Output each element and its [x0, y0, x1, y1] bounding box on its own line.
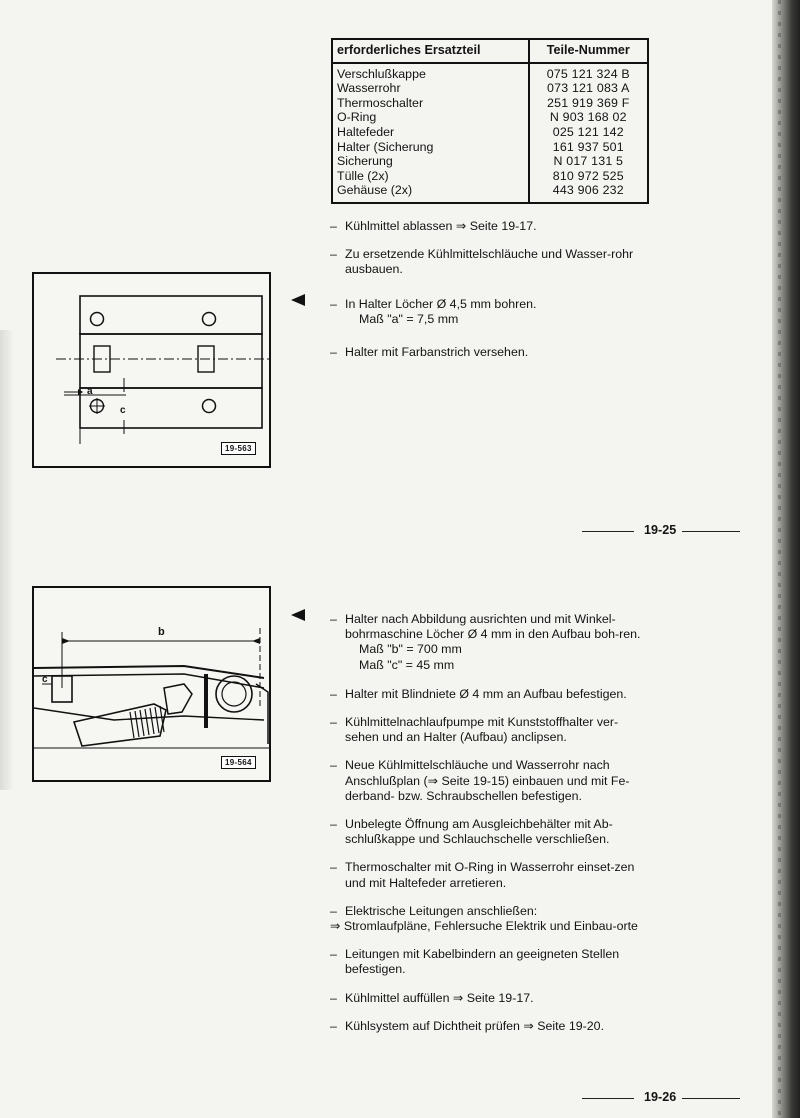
- dimension-b: Maß "b" = 700 mm: [359, 642, 462, 657]
- step-text: Kühlmittelnachlaufpumpe mit Kunststoffhalter ver-sehen und an Halter (Aufbau) anclipsen.: [345, 715, 619, 745]
- part-number: 075 121 324 B: [529, 63, 648, 82]
- step-drill-holes: [330, 297, 650, 327]
- step-text: Kühlmittel ablassen ⇒ Seite 19-17.: [345, 219, 537, 233]
- step-text: Kühlmittel auffüllen ⇒ Seite 19-17.: [345, 990, 534, 1005]
- dash: –: [330, 817, 337, 832]
- electrical-reference: [330, 919, 650, 934]
- bracket-drawing: [34, 274, 269, 466]
- section2-steps: [330, 612, 650, 1047]
- part-number: 025 121 142: [529, 125, 648, 140]
- header-number: Teile-Nummer: [529, 39, 648, 63]
- step-text: Halter nach Abbildung ausrichten und mit Winkel-bohrmaschine Löcher Ø 4 mm in den Aufbau boh-ren.: [345, 612, 641, 642]
- step-text: Thermoschalter mit O-Ring in Wasserrohr einset-zen und mit Haltefeder arretieren.: [345, 860, 635, 890]
- step-refill: [330, 991, 650, 1006]
- step-text: Kühlsystem auf Dichtheit prüfen ⇒ Seite 19-20.: [345, 1018, 605, 1033]
- part-name: Sicherung: [337, 154, 393, 169]
- dimension-c: Maß "c" = 45 mm: [359, 657, 455, 672]
- page-number: 19-26: [644, 1090, 677, 1104]
- part-name: Tülle (2x): [337, 168, 389, 183]
- step-text: Halter mit Blindniete Ø 4 mm an Aufbau befestigen.: [345, 686, 627, 701]
- step-text: In Halter Löcher Ø 4,5 mm bohren.: [345, 296, 537, 311]
- dash: –: [330, 296, 337, 311]
- letter-c: c: [42, 674, 48, 685]
- letter-a: a: [87, 386, 93, 397]
- part-number: 251 919 369 F: [529, 96, 648, 111]
- page-number-19-26: [582, 1090, 742, 1106]
- part-name: Wasserrohr: [337, 81, 401, 96]
- dash: –: [330, 1018, 337, 1033]
- step-text: Unbelegte Öffnung am Ausgleichbehälter mit Ab-schlußkappe und Schlauchschelle verschließen.: [345, 817, 613, 847]
- section1-steps: [330, 219, 650, 373]
- step-remove-hoses: [330, 247, 650, 277]
- dash: –: [330, 758, 337, 773]
- letter-c: c: [120, 405, 126, 416]
- dash: –: [330, 990, 337, 1005]
- part-number: N 903 168 02: [529, 110, 648, 125]
- dash: –: [330, 947, 337, 962]
- rule-right: [682, 531, 740, 532]
- header-part: erforderliches Ersatzteil: [332, 39, 529, 63]
- table-row: [332, 96, 648, 111]
- table-row: [332, 154, 648, 169]
- table-row: [332, 110, 648, 125]
- scan-shadow: [0, 330, 14, 790]
- part-number: 810 972 525: [529, 169, 648, 184]
- dash: –: [330, 345, 337, 360]
- step-text: Zu ersetzende Kühlmittelschläuche und Wasser-rohr ausbauen.: [345, 247, 634, 277]
- figure-19-564: [32, 586, 271, 782]
- step-paint: [330, 345, 650, 360]
- part-number: 073 121 083 A: [529, 81, 648, 96]
- step-leak-test: [330, 1019, 650, 1034]
- pump-installation-drawing: [34, 588, 269, 780]
- step-align-holder: [330, 612, 650, 673]
- table-row: [332, 81, 648, 96]
- dash: –: [330, 247, 337, 262]
- dimension-a: Maß "a" = 7,5 mm: [359, 311, 459, 326]
- page-number-19-25: [582, 523, 742, 539]
- step-cable-ties: [330, 947, 650, 977]
- step-new-hoses: [330, 758, 650, 804]
- table-row: [332, 183, 648, 203]
- part-name: O-Ring: [337, 110, 377, 125]
- part-name: Verschlußkappe: [337, 66, 426, 81]
- figure-pointer-arrow: [291, 294, 305, 306]
- page-number: 19-25: [644, 523, 677, 537]
- dash: –: [330, 860, 337, 875]
- table-row: [332, 125, 648, 140]
- dash: –: [330, 219, 337, 233]
- figure-19-563: [32, 272, 271, 468]
- part-name: Gehäuse (2x): [337, 183, 413, 198]
- step-electrical: [330, 904, 650, 919]
- step-thermo-switch: [330, 860, 650, 890]
- part-number: 161 937 501: [529, 140, 648, 155]
- parts-table-header: [332, 39, 648, 63]
- parts-table: [331, 38, 649, 204]
- table-row: [332, 63, 648, 82]
- dash: –: [330, 612, 337, 626]
- part-number: N 017 131 5: [529, 154, 648, 169]
- binding-edge: [772, 0, 800, 1118]
- figure-label: 19-564: [221, 756, 256, 769]
- part-name: Halter (Sicherung: [337, 139, 434, 154]
- step-text: Halter mit Farbanstrich versehen.: [345, 345, 529, 360]
- rule-right: [682, 1098, 740, 1099]
- table-row: [332, 169, 648, 184]
- part-name: Thermoschalter: [337, 95, 424, 110]
- part-number: 443 906 232: [529, 183, 648, 203]
- step-rivet: [330, 687, 650, 702]
- dash: –: [330, 903, 337, 918]
- figure-pointer-arrow: [291, 609, 305, 621]
- table-row: [332, 140, 648, 155]
- dash: –: [330, 686, 337, 701]
- reference-text: ⇒ Stromlaufpläne, Fehlersuche Elektrik und Einbau-orte: [330, 919, 638, 934]
- step-text: Elektrische Leitungen anschließen:: [345, 903, 538, 918]
- rule-left: [582, 1098, 634, 1099]
- step-cap-opening: [330, 817, 650, 847]
- rule-left: [582, 531, 634, 532]
- figure-label: 19-563: [221, 442, 256, 455]
- letter-b: b: [158, 626, 165, 638]
- dash: –: [330, 715, 337, 730]
- step-text: Leitungen mit Kabelbindern an geeigneten Stellen befestigen.: [345, 947, 620, 977]
- step-text: Neue Kühlmittelschläuche und Wasserrohr nach Anschlußplan (⇒ Seite 19-15) einbauen und mit Fe-derband- bzw. Schraubschellen befestigen.: [345, 758, 630, 803]
- step-drain: [330, 219, 650, 234]
- part-name: Haltefeder: [337, 124, 395, 139]
- step-pump-clip: [330, 715, 650, 745]
